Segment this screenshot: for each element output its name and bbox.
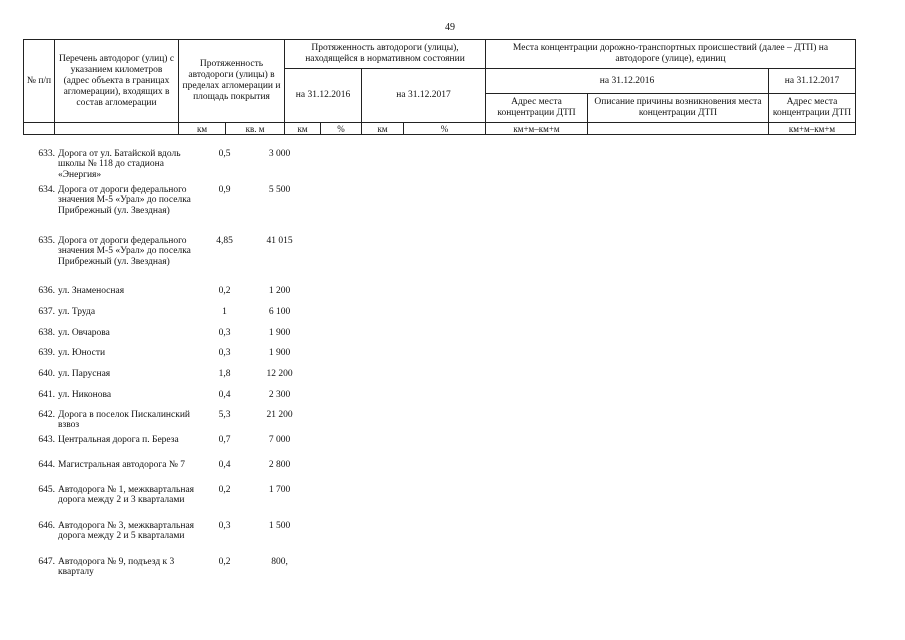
- row-number: 644.: [38, 460, 55, 470]
- row-number: 636.: [38, 286, 55, 296]
- road-name: ул. Юности: [58, 348, 106, 358]
- area-m2: 12 200: [266, 369, 293, 379]
- header-dtp-reason: Описание причины возникновения места концентрации ДТП: [588, 94, 769, 123]
- road-name: Дорога от дороги федерального значения М-5 «Урал» до поселка Прибрежный (ул. Звездная): [58, 236, 191, 267]
- header-col-length: Протяженность автодороги (улицы) в пределах агломерации и площадь покрытия: [179, 40, 285, 123]
- road-name: Дорога от дороги федерального значения М-5 «Урал» до поселка Прибрежный (ул. Звездная): [58, 185, 191, 216]
- row-number: 641.: [38, 390, 55, 400]
- length-km: 0,3: [218, 348, 231, 358]
- header-dtp-address: Адрес места концентрации ДТП: [486, 94, 588, 123]
- road-name: ул. Знаменосная: [58, 286, 125, 296]
- unit-km-2017: км: [362, 123, 404, 135]
- header-col-dtp: Места концентрации дорожно-транспортных происшествий (далее – ДТП) на автодороге (улице), единиц: [486, 40, 856, 69]
- row-number: 635.: [38, 236, 55, 246]
- road-name: Автодорога № 3, межквартальная дорога между 2 и 5 кварталами: [58, 521, 195, 542]
- length-km: 0,2: [218, 485, 231, 495]
- area-m2: 2 300: [268, 390, 291, 400]
- area-m2: 1 900: [268, 348, 291, 358]
- length-km: 4,85: [216, 236, 233, 246]
- unit-pct-2016: %: [321, 123, 362, 135]
- road-name: Магистральная автодорога № 7: [58, 460, 186, 470]
- row-number: 646.: [38, 521, 55, 531]
- length-km: 0,2: [218, 557, 231, 567]
- row-number: 643.: [38, 435, 55, 445]
- header-dtp-date-2016: на 31.12.2016: [486, 69, 769, 94]
- row-number: 637.: [38, 307, 55, 317]
- unit-empty-road: [55, 123, 179, 135]
- area-m2: 41 015: [266, 236, 293, 246]
- road-name: ул. Труда: [58, 307, 96, 317]
- row-number: 647.: [38, 557, 55, 567]
- area-m2: 1 700: [268, 485, 291, 495]
- row-number: 638.: [38, 328, 55, 338]
- length-km: 0,5: [218, 149, 231, 159]
- length-km: 1: [222, 307, 227, 317]
- road-name: Автодорога № 1, межквартальная дорога между 2 и 3 кварталами: [58, 485, 195, 506]
- header-dtp-date-2017: на 31.12.2017: [769, 69, 856, 94]
- unit-km-2016: км: [285, 123, 321, 135]
- road-name: ул. Парусная: [58, 369, 111, 379]
- unit-empty-num: [24, 123, 55, 135]
- length-km: 0,2: [218, 286, 231, 296]
- road-name: ул. Никонова: [58, 390, 112, 400]
- length-km: 0,3: [218, 521, 231, 531]
- area-m2: 3 000: [268, 149, 291, 159]
- unit-km: км: [179, 123, 226, 135]
- unit-kmm-2017: км+м–км+м: [769, 123, 856, 135]
- row-number: 645.: [38, 485, 55, 495]
- unit-m2: кв. м: [226, 123, 285, 135]
- length-km: 1,8: [218, 369, 231, 379]
- unit-kmm-2016: км+м–км+м: [486, 123, 588, 135]
- row-number: 634.: [38, 185, 55, 195]
- area-m2: 2 800: [268, 460, 291, 470]
- header-date-2016: на 31.12.2016: [285, 69, 362, 123]
- area-m2: 5 500: [268, 185, 291, 195]
- area-m2: 1 200: [268, 286, 291, 296]
- area-m2: 21 200: [266, 410, 293, 420]
- area-m2: 1 500: [268, 521, 291, 531]
- unit-pct-2017: %: [404, 123, 486, 135]
- road-name: Центральная дорога п. Береза: [58, 435, 179, 445]
- area-m2: 800,: [271, 557, 288, 567]
- header-col-road: Перечень автодорог (улиц) с указанием километров (адрес объекта в границах агломерации), входящих в состав агломерации: [55, 40, 179, 123]
- road-name: Дорога от ул. Батайской вдоль школы № 118 до стадиона «Энергия»: [58, 149, 181, 180]
- page-number: 49: [445, 22, 455, 33]
- length-km: 5,3: [218, 410, 231, 420]
- length-km: 0,7: [218, 435, 231, 445]
- area-m2: 7 000: [268, 435, 291, 445]
- length-km: 0,4: [218, 460, 231, 470]
- road-name: ул. Овчарова: [58, 328, 110, 338]
- length-km: 0,4: [218, 390, 231, 400]
- header-col-num: № п/п: [24, 40, 55, 123]
- length-km: 0,9: [218, 185, 231, 195]
- row-number: 633.: [38, 149, 55, 159]
- road-name: Автодорога № 9, подъезд к 3 кварталу: [58, 557, 175, 578]
- header-dtp-address-2017: Адрес места концентрации ДТП: [769, 94, 856, 123]
- length-km: 0,3: [218, 328, 231, 338]
- area-m2: 1 900: [268, 328, 291, 338]
- header-date-2017: на 31.12.2017: [362, 69, 486, 123]
- area-m2: 6 100: [268, 307, 291, 317]
- header-col-normative: Протяженность автодороги (улицы), находящейся в нормативном состоянии: [285, 40, 486, 69]
- row-number: 639.: [38, 348, 55, 358]
- row-number: 642.: [38, 410, 55, 420]
- row-number: 640.: [38, 369, 55, 379]
- unit-empty-reason: [588, 123, 769, 135]
- table-header: [23, 39, 856, 135]
- road-name: Дорога в поселок Пискалинский взвоз: [58, 410, 191, 431]
